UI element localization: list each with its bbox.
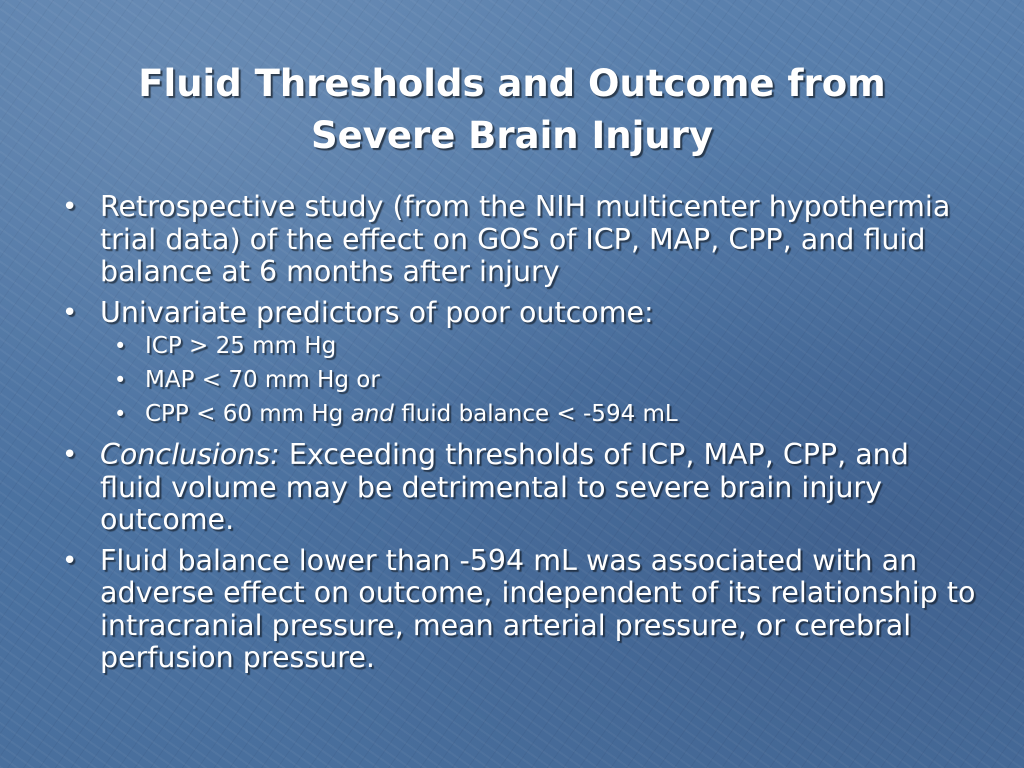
bullet-marker: • — [62, 297, 78, 328]
sub-bullet-map-text: MAP < 70 mm Hg or — [145, 367, 380, 393]
title-line-2: Severe Brain Injury — [311, 114, 713, 157]
sub-bullet-icp-text: ICP > 25 mm Hg — [145, 333, 337, 359]
sub-bullet-cpp-prefix: CPP < 60 mm Hg — [145, 401, 351, 427]
bullet-conclusions — [58, 439, 978, 537]
bullet-fluid-balance — [58, 545, 978, 675]
sub-bullet-icp — [58, 333, 978, 360]
sub-bullet-map — [58, 367, 978, 394]
bullet-conclusions-label: Conclusions: — [100, 438, 280, 471]
bullet-conclusions-text: Exceeding thresholds of ICP, MAP, CPP, and fluid volume may be detrimental to severe brain injury outcome. — [100, 438, 909, 536]
sub-bullet-cpp-italic: and — [350, 401, 394, 427]
sub-bullet-marker: • — [114, 402, 127, 426]
sub-bullet-marker: • — [114, 368, 127, 392]
slide-title — [60, 58, 964, 162]
bullet-study-text: Retrospective study (from the NIH multicenter hypothermia trial data) of the effect on GOS of ICP, MAP, CPP, and fluid balance at 6 months after injury — [100, 190, 951, 288]
slide-body — [58, 191, 978, 683]
bullet-marker: • — [62, 545, 78, 576]
sub-bullet-marker: • — [114, 334, 127, 358]
bullet-marker: • — [62, 440, 78, 470]
bullet-predictors — [58, 297, 978, 330]
bullet-marker: • — [62, 192, 78, 222]
bullet-predictors-text: Univariate predictors of poor outcome: — [100, 295, 654, 329]
bullet-fluid-balance-text: Fluid balance lower than -594 mL was associated with an adverse effect on outcome, independent of its relationship to intracranial pressure, mean arterial pressure, or cerebral perfusion pressure. — [100, 543, 976, 674]
sub-bullet-cpp — [58, 401, 978, 428]
sub-bullet-cpp-suffix: fluid balance < -594 mL — [393, 401, 678, 427]
title-line-1: Fluid Thresholds and Outcome from — [138, 62, 886, 105]
bullet-study — [58, 191, 978, 289]
